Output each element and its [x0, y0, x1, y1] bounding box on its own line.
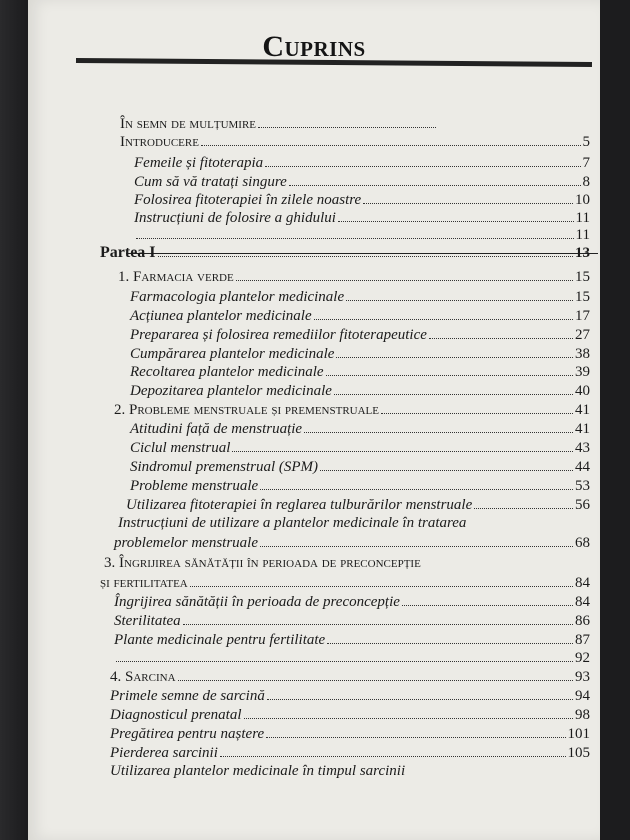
dot-leader [116, 648, 573, 662]
dot-leader [304, 419, 573, 433]
toc-page-number: 98 [575, 707, 590, 723]
toc-entry [134, 225, 590, 244]
dot-leader [201, 132, 581, 146]
dot-leader [346, 287, 573, 301]
dot-leader [326, 362, 573, 376]
toc-entry-label: Introducere [120, 134, 199, 150]
dot-leader [474, 495, 573, 509]
toc-entry [130, 381, 590, 400]
toc-entry [100, 243, 590, 262]
toc-entry [130, 419, 590, 438]
toc-page-number: 56 [575, 497, 590, 513]
dot-leader [220, 743, 566, 757]
toc-page-number: 40 [575, 383, 590, 399]
toc-entry [130, 287, 590, 306]
toc-entry [126, 495, 590, 514]
toc-entry-label: Utilizarea fitoterapiei în reglarea tulburărilor menstruale [126, 497, 473, 513]
toc-entry [110, 667, 590, 686]
toc-entry [114, 533, 590, 552]
dot-leader [232, 438, 573, 452]
toc-entry-label: 3. Îngrijirea sănătății în perioada de preconcepție [104, 555, 421, 571]
dot-leader [178, 667, 573, 681]
toc-page-number: 41 [575, 402, 590, 418]
toc-entry-label: și fertilitatea [100, 575, 188, 591]
dot-leader [320, 457, 573, 471]
toc-entry-label: 4. Sarcina [110, 669, 176, 685]
toc-page-number: 8 [582, 174, 590, 190]
dot-leader [289, 172, 581, 186]
dot-leader [260, 476, 573, 490]
toc-page-number: 11 [575, 210, 590, 226]
toc-entry [104, 554, 421, 573]
toc-page-number: 84 [575, 575, 590, 591]
toc-entry-label: Depozitarea plantelor medicinale [130, 383, 332, 399]
toc-entry-label: Plante medicinale pentru fertilitate [114, 632, 326, 648]
toc-entry [114, 400, 590, 419]
toc-entry [134, 190, 590, 209]
toc-page-number: 27 [575, 327, 590, 343]
toc-entry-label: 2. Probleme menstruale și premenstruale [114, 402, 379, 418]
dot-leader [402, 592, 573, 606]
toc-entry-label: Îngrijirea sănătății în perioada de preconcepție [114, 594, 400, 610]
dot-leader [334, 381, 573, 395]
toc-entry-label: Folosirea fitoterapiei în zilele noastre [134, 192, 362, 208]
toc-page-number: 43 [575, 440, 590, 456]
toc-page-number: 92 [575, 650, 590, 666]
toc-page-number: 38 [575, 346, 590, 362]
toc-entry-label: Ciclul menstrual [130, 440, 231, 456]
page-title: Cuprins [262, 30, 366, 63]
toc-entry [134, 153, 590, 172]
toc-entry-label: Recoltarea plantelor medicinale [130, 364, 324, 380]
dot-leader [266, 724, 565, 738]
book-spine [0, 0, 30, 840]
toc-page-number: 101 [567, 726, 590, 742]
toc-entry [110, 762, 405, 781]
toc-entry [130, 438, 590, 457]
toc-page-number: 86 [575, 613, 590, 629]
toc-entry [114, 592, 590, 611]
dot-leader [260, 533, 573, 547]
book-page [28, 0, 600, 840]
toc-page-number: 15 [575, 269, 590, 285]
toc-entry [118, 267, 590, 286]
dot-leader [183, 611, 573, 625]
toc-entry-label: În semn de mulțumire [120, 116, 257, 132]
toc-entry [130, 476, 590, 495]
toc-entry [114, 611, 590, 630]
toc-page-number: 94 [575, 688, 590, 704]
toc-entry [120, 114, 438, 133]
dot-leader [236, 267, 573, 281]
dot-leader [244, 705, 573, 719]
toc-entry [100, 573, 590, 592]
toc-entry-label: Instrucțiuni de utilizare a plantelor medicinale în tratarea [118, 515, 467, 531]
toc-entry-label: Instrucțiuni de folosire a ghidului [134, 210, 336, 226]
toc-entry [120, 132, 590, 151]
dot-leader [336, 344, 573, 358]
toc-entry-label: Pierderea sarcinii [110, 745, 218, 761]
toc-page-number: 5 [582, 134, 590, 150]
toc-entry [110, 724, 590, 743]
toc-entry-label: Atitudini față de menstruație [130, 421, 303, 437]
toc-page-number: 10 [575, 192, 590, 208]
toc-entry-label: Diagnosticul prenatal [110, 707, 242, 723]
toc-entry-label: Acțiunea plantelor medicinale [130, 308, 312, 324]
toc-page-number: 15 [575, 289, 590, 305]
dot-leader [338, 208, 574, 222]
dot-leader [429, 325, 573, 339]
dot-leader [258, 114, 436, 128]
toc-page-number: 68 [575, 535, 590, 551]
toc-page-number: 87 [575, 632, 590, 648]
toc-page-number: 84 [575, 594, 590, 610]
dot-leader [158, 243, 573, 257]
dot-leader [136, 225, 574, 239]
toc-entry-label: Pregătirea pentru naștere [110, 726, 265, 742]
toc-page-number: 17 [575, 308, 590, 324]
dot-leader [381, 400, 573, 414]
toc-entry-label: Sindromul premenstrual (SPM) [130, 459, 319, 475]
toc-entry-label: Probleme menstruale [130, 478, 259, 494]
toc-entry [110, 705, 590, 724]
toc-entry [114, 630, 590, 649]
toc-page-number: 41 [575, 421, 590, 437]
dot-leader [314, 306, 573, 320]
toc-entry-label: problemelor menstruale [114, 535, 259, 551]
toc-entry [130, 306, 590, 325]
toc-page-number: 13 [575, 245, 590, 261]
toc-entry [134, 172, 590, 191]
toc-entry-label: Farmacologia plantelor medicinale [130, 289, 345, 305]
toc-entry-label: Sterilitatea [114, 613, 181, 629]
dot-leader [190, 573, 573, 587]
toc-page-number: 105 [567, 745, 590, 761]
dot-leader [363, 190, 573, 204]
toc-entry [130, 325, 590, 344]
toc-entry-label: Femeile și fitoterapia [134, 155, 264, 171]
toc-page-number: 39 [575, 364, 590, 380]
toc-page-number: 7 [582, 155, 590, 171]
toc-page-number: 93 [575, 669, 590, 685]
toc-entry-label: 1. Farmacia verde [118, 269, 234, 285]
dot-leader [327, 630, 573, 644]
toc-entry [110, 686, 590, 705]
toc-entry [118, 514, 466, 533]
toc-entry [114, 648, 590, 667]
toc-entry [110, 743, 590, 762]
toc-entry-label: Primele semne de sarcină [110, 688, 265, 704]
toc-entry-label: Utilizarea plantelor medicinale în timpul sarcinii [110, 763, 406, 779]
toc-entry-label: Cumpărarea plantelor medicinale [130, 346, 335, 362]
toc-entry [130, 344, 590, 363]
toc-page-number: 53 [575, 478, 590, 494]
toc-entry [130, 362, 590, 381]
dot-leader [265, 153, 580, 167]
dot-leader [267, 686, 573, 700]
toc-entry-label: Prepararea și folosirea remediilor fitoterapeutice [130, 327, 427, 343]
toc-entry-label: Partea I [100, 244, 156, 261]
toc-page-number: 44 [575, 459, 590, 475]
toc-entry-label: Cum să vă tratați singure [134, 174, 287, 190]
toc-page-number: 11 [575, 227, 590, 243]
toc-entry [130, 457, 590, 476]
